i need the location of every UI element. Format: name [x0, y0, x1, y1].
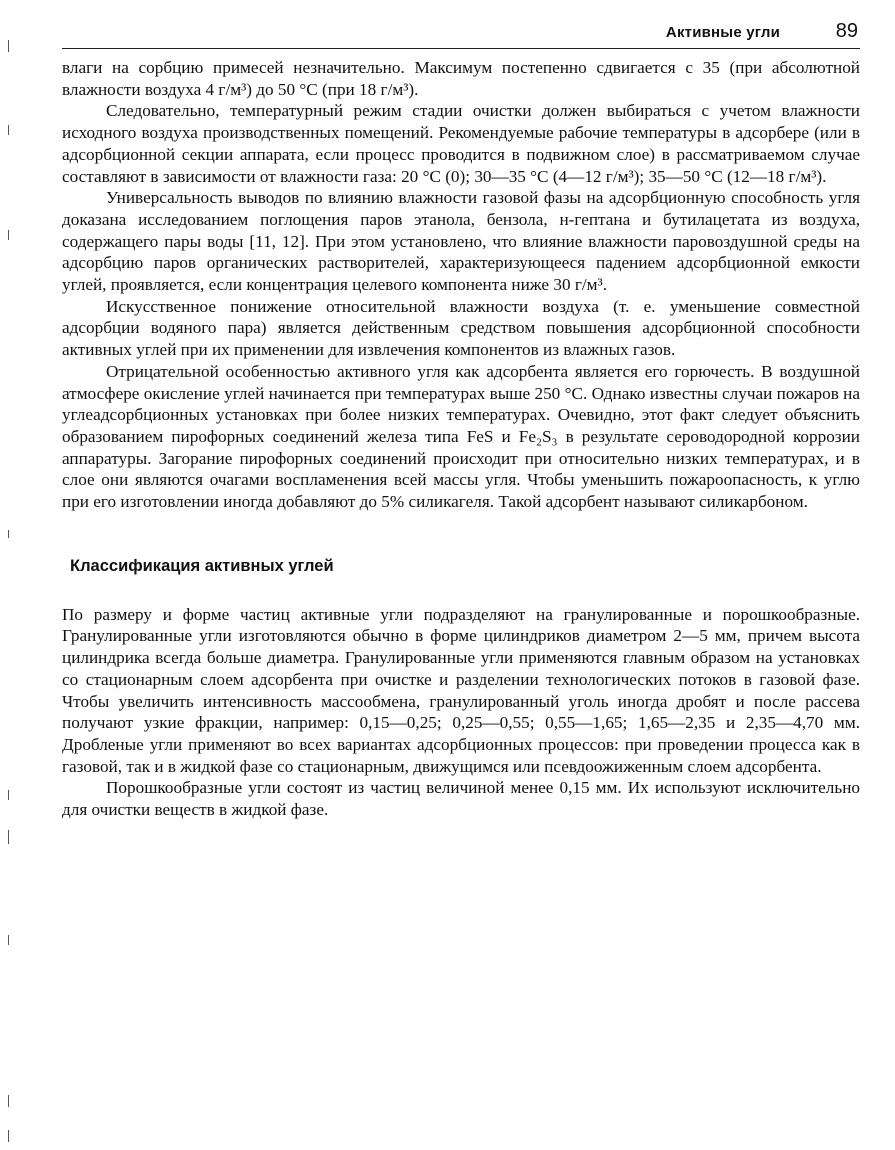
- margin-mark: [8, 1095, 9, 1107]
- paragraph: Порошкообразные угли состоят из частиц величиной менее 0,15 мм. Их используют исключительно для очистки веществ в жидкой фазе.: [62, 778, 860, 820]
- book-page: [62, 18, 860, 1138]
- section-heading: Классификация активных углей: [70, 556, 334, 575]
- margin-mark: [8, 230, 9, 240]
- paragraph: Универсальность выводов по влиянию влажности газовой фазы на адсорбционную способность угля доказана исследованием поглощения паров этанола, бензола, н-гептана и бутилацетата из воздуха, содержащего пары воды [11, 12]. При этом установлено, что влияние влажности паровоздушной среды на адсорбцию паров органических растворителей, характеризующееся падением адсорбционной емкости углей, проявляется, если концентрация целевого компонента ниже 30 г/м³.: [62, 188, 860, 295]
- paragraph: Следовательно, температурный режим стадии очистки должен выбираться с учетом влажности исходного воздуха производственных помещений. Рекомендуемые рабочие температуры в адсорбере (или в адсорбционной секции аппарата, если процесс проводится в подвижном слое) в рассматриваемом случае составляют в зависимости от влажности газа: 20 °С (0); 30—35 °С (4—12 г/м³); 35—50 °С (12—18 г/м³).: [62, 101, 860, 186]
- body-text-bottom: [62, 604, 860, 821]
- paragraph: Отрицательной особенностью активного угля как адсорбента является его горючесть. В воздушной атмосфере окисление углей начинается при температурах выше 250 °С. Однако известны случаи пожаров на углеадсорбционных установках при более низких температурах. Очевидно, этот факт следует объяснить образованием пирофорных соединений железа типа FeS и Fe₂S₃ в результате сероводородной коррозии аппаратуры. Загорание пирофорных соединений происходит при относительно низких температурах, и в слое они являются очагами воспламенения всей массы угля. Чтобы уменьшить пожароопасность, к углю при его изготовлении иногда добавляют до 5% силикагеля. Такой адсорбент называют силикарбоном.: [62, 361, 860, 512]
- margin-mark: [8, 830, 9, 844]
- running-title: Активные угли: [665, 24, 780, 41]
- margin-mark: [8, 125, 9, 135]
- body-text-top: [62, 57, 860, 513]
- margin-mark: [8, 40, 9, 52]
- margin-mark: [8, 1130, 9, 1142]
- page-number: 89: [835, 20, 858, 42]
- paragraph: влаги на сорбцию примесей незначительно. Максимум постепенно сдвигается с 35 (при абсолютной влажности воздуха 4 г/м³) до 50 °С (при 18 г/м³).: [62, 58, 860, 99]
- paragraph: По размеру и форме частиц активные угли подразделяют на гранулированные и порошкообразные. Гранулированные угли изготовляются обычно в форме цилиндриков диаметром 2—5 мм, причем высота цилиндрика всегда больше диаметра. Гранулированные угли применяются главным образом на установках со стационарным слоем адсорбента при очистке и разделении технологических потоков в газовой фазе. Чтобы увеличить интенсивность массообмена, гранулированный уголь иногда дробят и после рассева получают узкие фракции, например: 0,15—0,25; 0,25—0,55; 0,55—1,65; 1,65—2,35 и 2,35—4,70 мм. Дробленые угли применяют во всех вариантах адсорбционных процессов: при проведении процесса как в газовой, так и в жидкой фазе со стационарным, движущимся или псевдоожиженным слоем адсорбента.: [62, 604, 860, 776]
- margin-mark: [8, 790, 9, 800]
- margin-mark: [8, 530, 9, 538]
- paragraph: Искусственное понижение относительной влажности воздуха (т. е. уменьшение совместной адсорбции водяного пара) является действенным средством повышения адсорбционной способности активных углей при их применении для извлечения компонентов из влажных газов.: [62, 296, 860, 360]
- page-header: [62, 18, 860, 49]
- margin-mark: [8, 935, 9, 945]
